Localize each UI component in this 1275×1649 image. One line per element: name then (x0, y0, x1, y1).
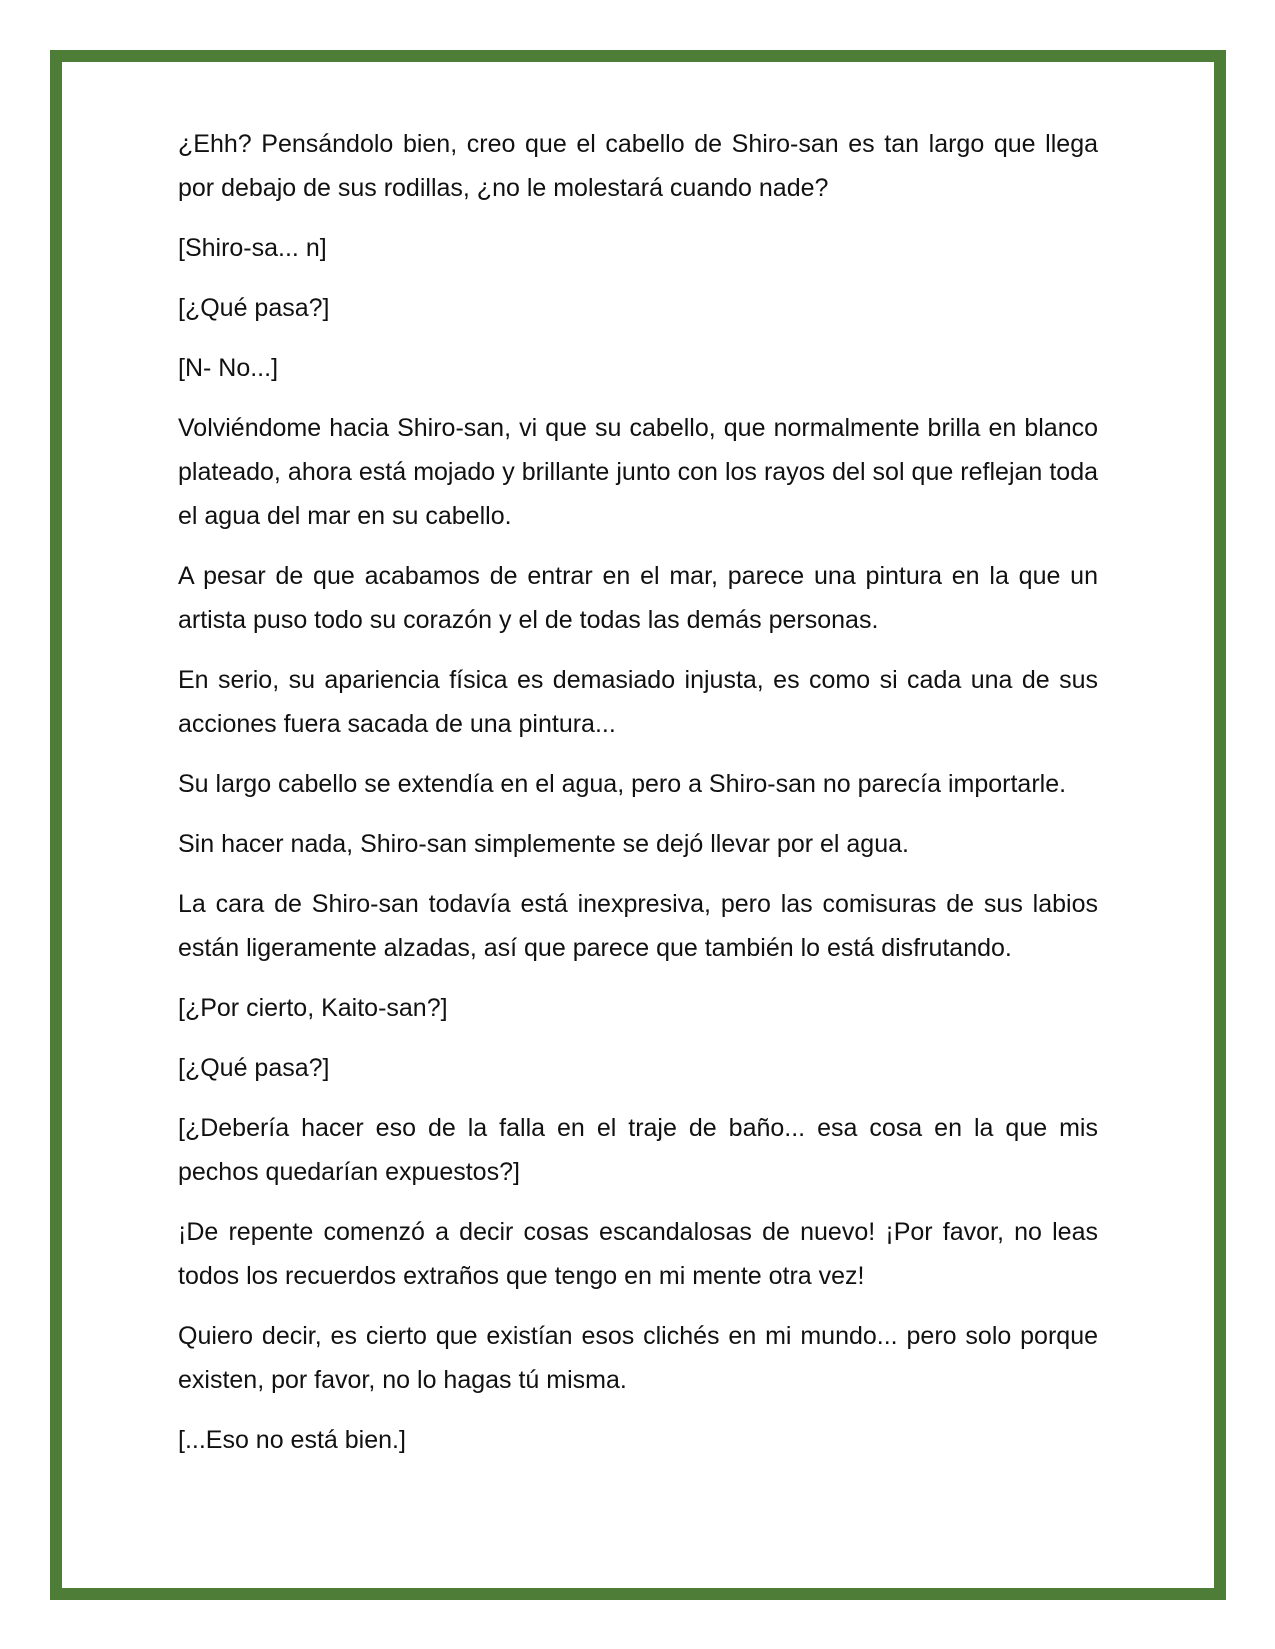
paragraph: Sin hacer nada, Shiro-san simplemente se dejó llevar por el agua. (178, 830, 909, 858)
paragraph: [¿Qué pasa?] (178, 294, 330, 322)
document-body (178, 122, 1098, 1478)
paragraph: ¡De repente comenzó a decir cosas escandalosas de nuevo! ¡Por favor, no leas todos los recuerdos extraños que tengo en mi mente otra vez! (178, 1218, 1098, 1290)
paragraph: [N- No...] (178, 354, 279, 382)
paragraph: La cara de Shiro-san todavía está inexpresiva, pero las comisuras de sus labios están ligeramente alzadas, así que parece que también lo está disfrutando. (178, 890, 1098, 962)
paragraph: [...Eso no está bien.] (178, 1426, 406, 1454)
paragraph: [Shiro-sa... n] (178, 234, 327, 262)
paragraph: ¿Ehh? Pensándolo bien, creo que el cabello de Shiro-san es tan largo que llega por debajo de sus rodillas, ¿no le molestará cuando nade? (178, 130, 1098, 202)
paragraph: [¿Por cierto, Kaito-san?] (178, 994, 448, 1022)
paragraph: A pesar de que acabamos de entrar en el mar, parece una pintura en la que un artista puso todo su corazón y el de todas las demás personas. (178, 562, 1098, 634)
paragraph: [¿Qué pasa?] (178, 1054, 330, 1082)
paragraph: Su largo cabello se extendía en el agua, pero a Shiro-san no parecía importarle. (178, 770, 1067, 798)
paragraph: Quiero decir, es cierto que existían esos clichés en mi mundo... pero solo porque existen, por favor, no lo hagas tú misma. (178, 1322, 1098, 1394)
paragraph: Volviéndome hacia Shiro-san, vi que su cabello, que normalmente brilla en blanco plateado, ahora está mojado y brillante junto con los rayos del sol que reflejan toda el agua del mar en su cabello. (178, 414, 1098, 530)
paragraph: En serio, su apariencia física es demasiado injusta, es como si cada una de sus acciones fuera sacada de una pintura... (178, 666, 1098, 738)
paragraph: [¿Debería hacer eso de la falla en el traje de baño... esa cosa en la que mis pechos quedarían expuestos?] (178, 1114, 1098, 1186)
